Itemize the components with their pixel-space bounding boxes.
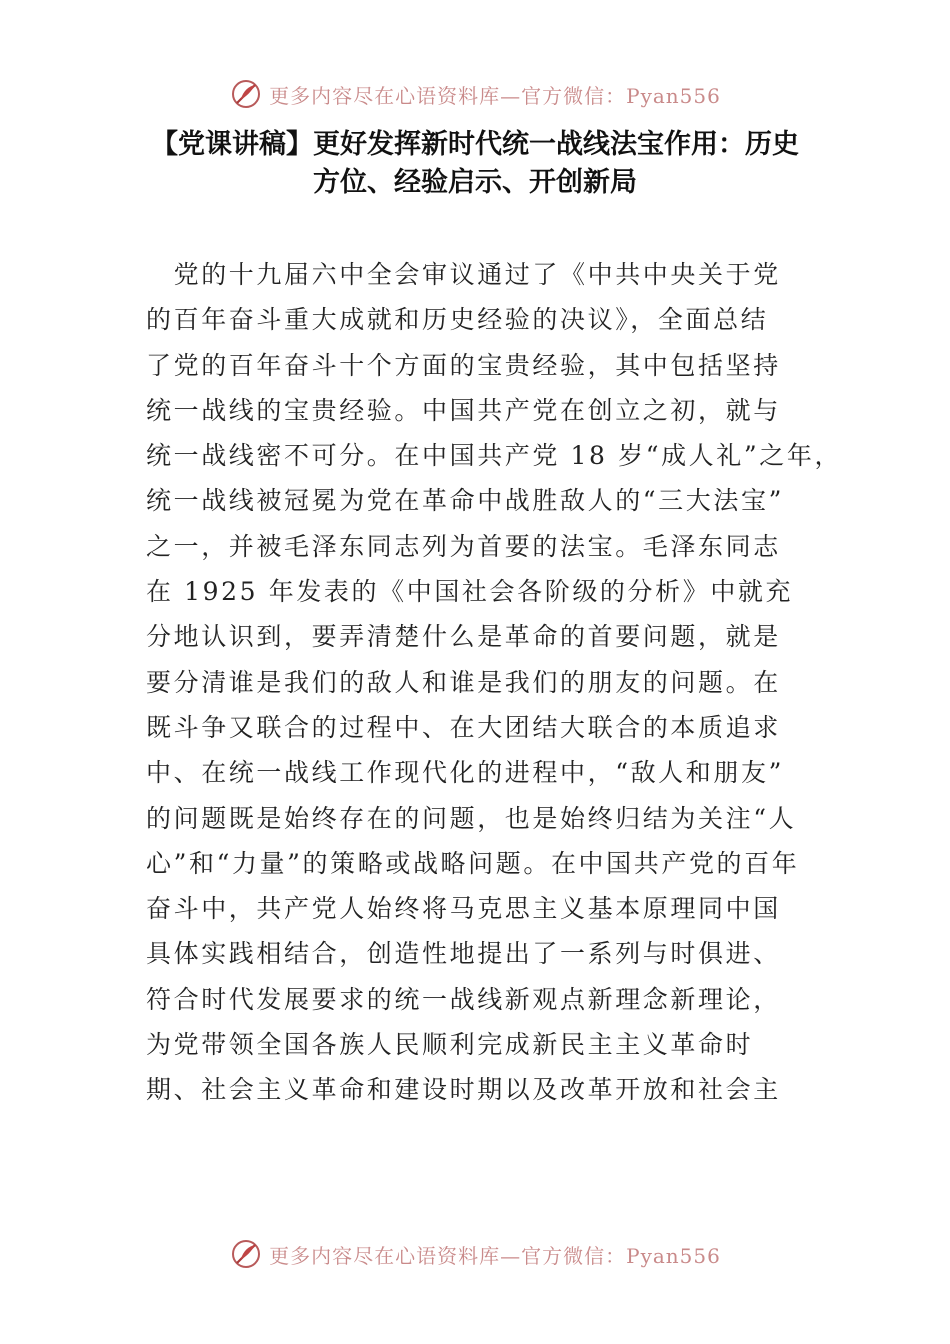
body-line: 心”和“力量”的策略或战略问题。在中国共产党的百年	[146, 848, 800, 878]
body-line: 具体实践相结合，创造性地提出了一系列与时俱进、	[146, 939, 781, 969]
body-line: 统一战线的宝贵经验。中国共产党在创立之初，就与	[146, 395, 781, 425]
body-line: 既斗争又联合的过程中、在大团结大联合的本质追求	[146, 712, 781, 742]
body-line: 的问题既是始终存在的问题，也是始终归结为关注“人	[146, 803, 797, 833]
body-line: 为党带领全国各族人民顺利完成新民主主义革命时	[146, 1030, 754, 1060]
quill-logo-icon	[229, 1237, 263, 1271]
body-line: 统一战线密不可分。在中国共产党 18 岁“成人礼”之年，	[146, 441, 843, 471]
body-line: 期、社会主义革命和建设时期以及改革开放和社会主	[146, 1075, 781, 1105]
body-line: 符合时代发展要求的统一战线新观点新理念新理论，	[146, 984, 781, 1014]
body-line: 的百年奋斗重大成就和历史经验的决议》，全面总结	[146, 305, 769, 335]
body-line: 之一，并被毛泽东同志列为首要的法宝。毛泽东同志	[146, 531, 781, 561]
body-line: 了党的百年奋斗十个方面的宝贵经验，其中包括坚持	[146, 350, 781, 380]
body-line: 在 1925 年发表的《中国社会各阶级的分析》中就充	[146, 577, 794, 607]
body-line: 奋斗中，共产党人始终将马克思主义基本原理同中国	[146, 894, 781, 924]
body-line: 分地认识到，要弄清楚什么是革命的首要问题，就是	[146, 622, 781, 652]
body-line: 要分清谁是我们的敌人和谁是我们的朋友的问题。在	[146, 667, 781, 697]
footer-watermark	[0, 1234, 950, 1274]
document-title	[140, 126, 810, 202]
document-body	[146, 252, 843, 1113]
body-line: 统一战线被冠冕为党在革命中战胜敌人的“三大法宝”	[146, 486, 784, 516]
footer-watermark-text: 更多内容尽在心语资料库—官方微信：Pyan556	[269, 1243, 721, 1268]
header-watermark-text: 更多内容尽在心语资料库—官方微信：Pyan556	[269, 83, 721, 108]
header-watermark	[0, 74, 950, 114]
quill-logo-icon	[229, 77, 263, 111]
title-line: 方位、经验启示、开创新局	[313, 167, 637, 198]
title-line: 【党课讲稿】更好发挥新时代统一战线法宝作用：历史	[151, 129, 799, 160]
body-line: 中、在统一战线工作现代化的进程中，“敌人和朋友”	[146, 758, 784, 788]
body-line: 党的十九届六中全会审议通过了《中共中央关于党	[146, 260, 781, 289]
